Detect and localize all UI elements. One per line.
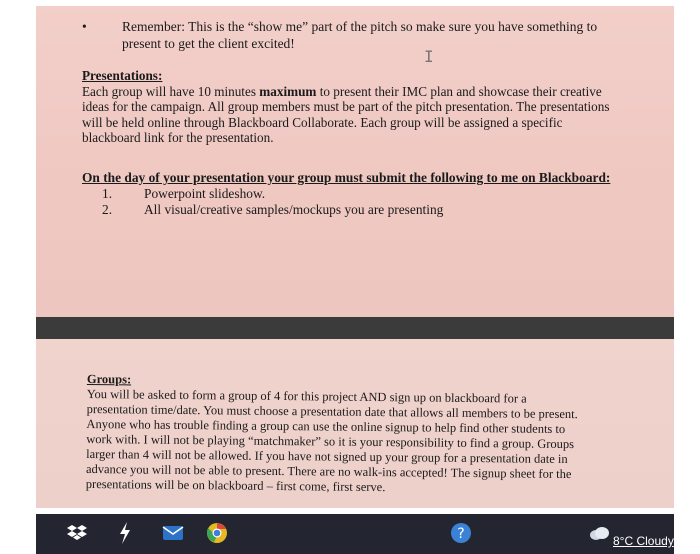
presentations-body [82,84,642,146]
mail-icon[interactable] [162,522,184,544]
submission-item [82,202,652,218]
chevron-up-icon[interactable]: ^ [689,533,699,546]
submission-item [82,186,652,202]
svg-text:?: ? [457,526,465,542]
bullet-line-2: present to get the client excited! [122,36,295,51]
bullet-line-1: Remember: This is the “show me” part of the pitch so make sure you have something to [122,19,598,34]
groups-line: Anyone who has trouble finding a group can use the online signup to help find other students to [86,416,566,437]
groups-line: presentations will be on blackboard – first come, first serve. [85,476,386,495]
groups-line: presentation time/date. You must choose a presentation date that allows all members to be present. [86,401,578,422]
weather-status[interactable]: 8°C Cloudy [613,534,674,548]
item-number: 2. [102,201,113,217]
groups-heading: Groups: [86,372,132,387]
document-page-top [36,6,674,317]
presentations-line-2: ideas for the campaign. All group members must be part of the pitch presentation. The presentations [82,99,610,114]
item-text: Powerpoint slideshow. [144,185,266,201]
cloud-icon [588,522,610,544]
presentations-section [82,68,642,146]
dropbox-icon[interactable] [66,522,88,544]
groups-line: work with. I will not be playing “matchmaker” so it is your responsibility to find a group. Groups [86,431,575,452]
presentations-line-1: Each group will have 10 minutes maximum to present their IMC plan and showcase their creative [82,83,602,99]
chrome-icon[interactable] [206,522,228,544]
submission-heading: On the day of your presentation your group must submit the following to me on Blackboard: [82,170,611,185]
item-text: All visual/creative samples/mockups you are presenting [144,201,444,217]
presentations-line-3: will be held online through Blackboard Collaborate. Each group will be assigned a specific [82,114,563,130]
presentations-heading: Presentations: [82,68,163,83]
bolt-icon[interactable] [114,522,136,544]
item-number: 1. [102,185,113,201]
help-icon[interactable] [450,522,472,544]
presentations-line-4: blackboard link for the presentation. [82,130,274,145]
text-cursor-icon: I [424,47,434,66]
groups-section [86,372,627,498]
groups-line: You will be asked to form a group of 4 for this project AND sign up on blackboard for a [86,386,527,406]
groups-line: advance you will not be able to present. There are no walk-ins accepted! The signup sheet for the [85,461,572,482]
taskbar [36,514,699,554]
page-divider-bar [36,317,674,339]
bullet-text [122,18,642,52]
maximum-emphasis: maximum [259,83,317,99]
groups-body [86,387,627,498]
groups-line: larger than 4 will not be allowed. If you have not signed up your group for a presentation date in [86,446,568,467]
submission-section [82,170,652,218]
bullet-dot-icon: • [82,19,87,34]
